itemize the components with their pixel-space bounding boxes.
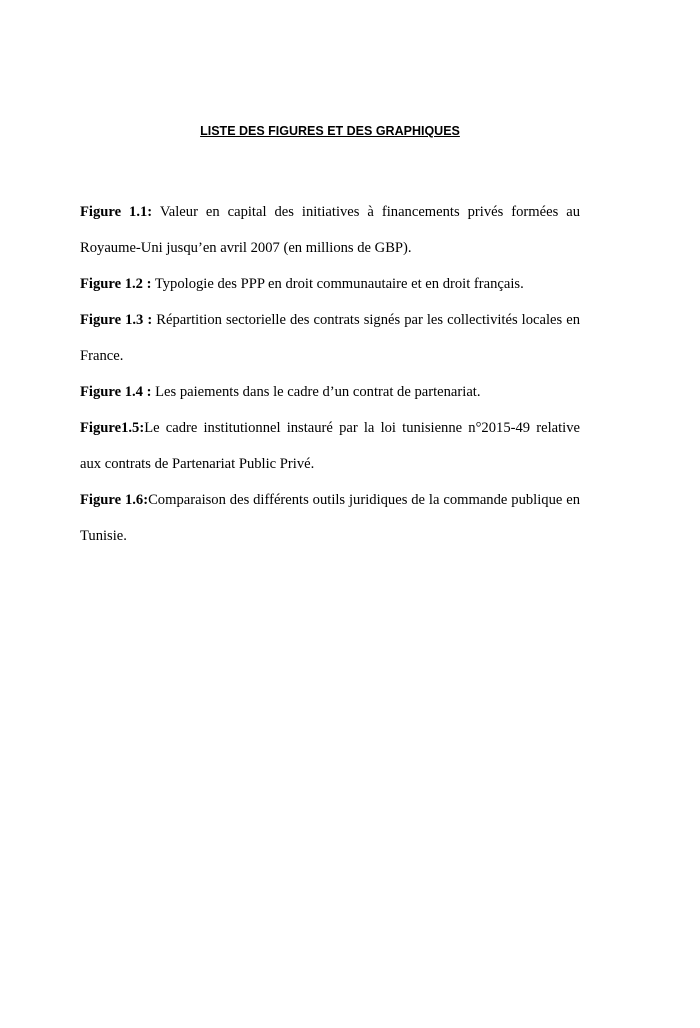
figure-ref: Figure 1.4 : [80, 384, 152, 400]
figure-entry-1-5 [80, 410, 580, 482]
figure-caption: Valeur en capital des initiatives à financements privés formées au Royaume-Uni jusqu’en avril 2007 (en millions de GBP). [80, 204, 580, 256]
figure-ref: Figure1.5: [80, 420, 145, 436]
page-title: LISTE DES FIGURES ET DES GRAPHIQUES [200, 124, 460, 138]
figure-entry-1-3 [80, 302, 580, 374]
figure-caption: Le cadre institutionnel instauré par la loi tunisienne n°2015-49 relative aux contrats de Partenariat Public Privé. [80, 420, 580, 472]
figure-entry-1-2 [80, 266, 580, 302]
figure-ref: Figure 1.1: [80, 204, 153, 220]
figure-entry-1-6 [80, 482, 580, 554]
figure-ref: Figure 1.6: [80, 492, 149, 508]
figure-entry-1-4 [80, 374, 580, 410]
figure-list [80, 194, 580, 554]
figure-caption: Typologie des PPP en droit communautaire et en droit français. [151, 276, 524, 292]
figure-caption: Les paiements dans le cadre d’un contrat de partenariat. [151, 384, 481, 400]
figure-ref: Figure 1.3 : [80, 312, 153, 328]
figure-ref: Figure 1.2 : [80, 276, 152, 292]
figure-entry-1-1 [80, 194, 580, 266]
figure-caption: Comparaison des différents outils juridiques de la commande publique en Tunisie. [80, 492, 581, 544]
figure-caption: Répartition sectorielle des contrats signés par les collectivités locales en France. [80, 312, 580, 364]
